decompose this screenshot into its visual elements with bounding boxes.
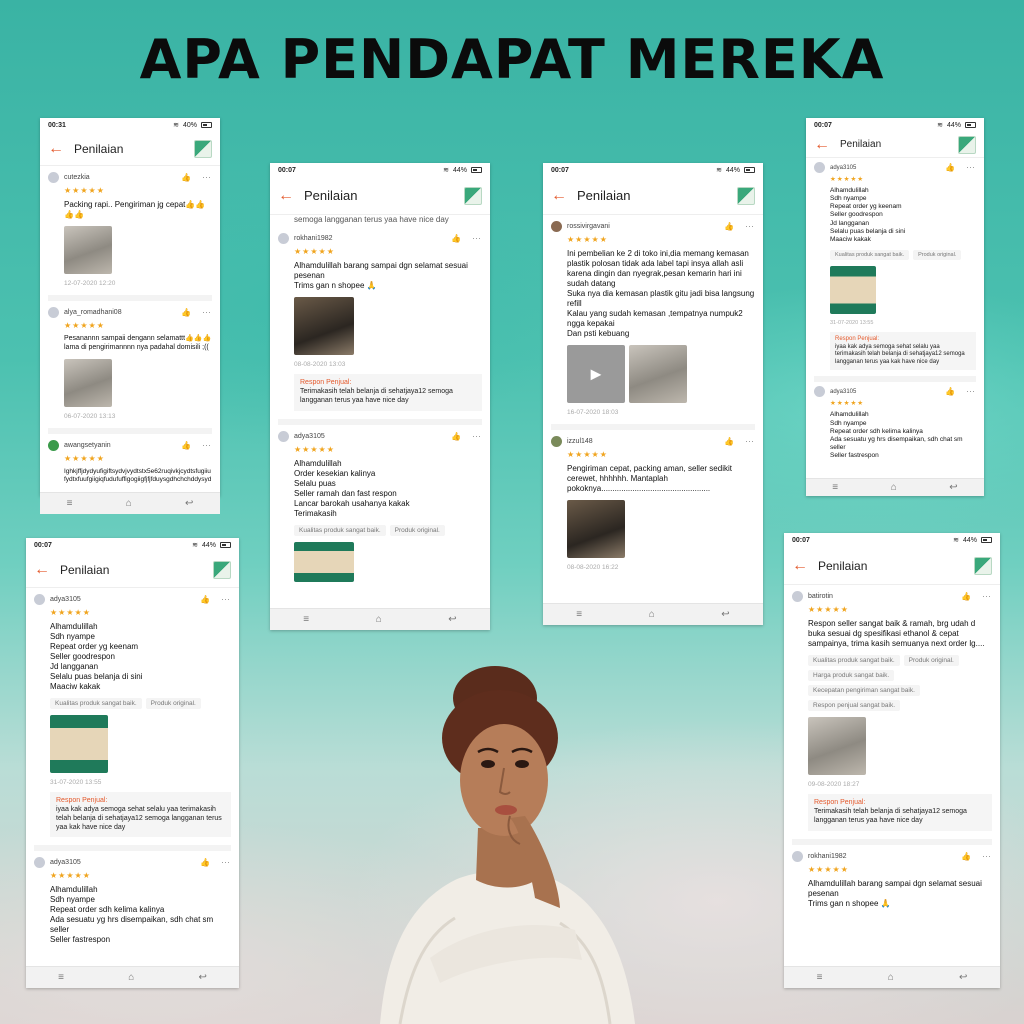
page-title: Penilaian [840,139,882,150]
page-title: Penilaian [60,562,110,577]
back-nav-icon[interactable]: ↩ [721,609,730,620]
review-tags [830,250,976,260]
review-text: Alhamdulillah Sdh nyampe Repeat order yg keenam Seller goodrespon Jd langganan Selalu puas belanja di sini Maaciw kakak [50,622,143,691]
back-arrow-icon[interactable]: ← [34,560,50,578]
wifi-icon: ≋ [192,542,198,549]
more-options-icon[interactable]: ⋯ [745,221,755,231]
review-date: 08-08-2020 16:22 [567,564,619,571]
app-header [40,132,220,166]
status-time: 00:07 [814,121,832,129]
review-photo[interactable] [50,715,108,773]
review-tag: Produk original. [913,250,961,260]
back-nav-icon[interactable]: ↩ [448,614,457,625]
product-thumbnail[interactable] [958,136,976,154]
reviewer-name: rokhani1982 [294,235,333,242]
reviewer-name: adya3105 [830,164,857,171]
review-item [551,215,755,430]
like-icon[interactable]: 👍 [961,592,971,601]
status-bar [784,533,1000,547]
seller-reply-text: Terimakasih telah belanja di sehatjaya12 semoga langganan terus yaa have nice day [814,808,967,824]
page-title: Penilaian [304,188,358,203]
app-header [784,547,1000,585]
avatar [48,307,59,318]
more-options-icon[interactable]: ⋯ [472,233,482,243]
app-header [543,177,763,215]
product-thumbnail[interactable] [974,557,992,575]
menu-icon[interactable]: ≡ [66,497,73,509]
review-date: 31-07-2020 13:55 [50,779,102,786]
system-nav-bar [270,608,490,630]
system-nav-bar [806,478,984,496]
back-nav-icon[interactable]: ↩ [198,972,207,983]
like-icon[interactable]: 👍 [181,308,191,317]
reviewer-name: adya3105 [50,859,81,867]
review-tag: Kualitas produk sangat baik. [50,698,142,709]
review-tag: Kualitas produk sangat baik. [294,525,386,536]
review-date: 09-08-2020 18:27 [808,781,860,788]
home-icon[interactable]: ⌂ [890,482,897,493]
review-screenshot-3 [543,163,763,625]
more-options-icon[interactable]: ⋯ [202,172,212,182]
review-date: 12-07-2020 12:20 [64,280,116,287]
review-photo[interactable] [294,297,354,355]
review-photo[interactable] [567,500,625,558]
status-bar [40,118,220,132]
review-item [814,382,976,464]
battery-level: 44% [946,121,961,129]
battery-icon [965,122,976,128]
review-photo[interactable] [808,717,866,775]
review-text: Alhamdulillah Sdh nyampe Repeat order yg keenam Seller goodrespon Jd langganan Selalu puas belanja di sini Maaciw kakak [830,187,906,243]
review-tag: Kualitas produk sangat baik. [808,655,900,666]
review-item [278,227,482,425]
seller-reply [830,332,976,371]
back-nav-icon[interactable]: ↩ [958,972,968,983]
review-item [48,434,212,492]
like-icon[interactable]: 👍 [200,858,210,868]
reviewer-name: awangsetyanin [64,441,111,449]
review-video[interactable] [567,345,625,403]
battery-level: 44% [201,541,216,549]
more-options-icon[interactable]: ⋯ [221,594,231,604]
menu-icon[interactable]: ≡ [816,972,823,983]
like-icon[interactable]: 👍 [181,440,191,450]
review-item [48,166,212,301]
star-rating: ★★★★★ [567,450,608,459]
review-item [34,588,231,851]
menu-icon[interactable]: ≡ [576,609,583,620]
like-icon[interactable]: 👍 [945,163,955,172]
star-rating: ★★★★★ [830,400,865,408]
review-item [792,585,992,845]
seller-reply-label: Respon Penjual: [814,799,866,806]
home-icon[interactable]: ⌂ [887,972,894,983]
review-tag: Produk original. [390,525,445,536]
review-item [48,301,212,434]
review-text: Ini pembelian ke 2 di toko ini,dia memang kemasan plastik polosan tidak ada label tapi insya allah asli karena dingin dan nyegrak,pesan kemarin hari ini sudah datang Suka nya dia kemasan plastik gitu jadi bisa langsung refill Kalau yang sudah kemasan ,tempatnya numpuk2 ngga kepakai Dan psti kebuang [567,249,755,338]
star-rating: ★★★★★ [830,176,865,183]
avatar [48,440,59,451]
star-rating: ★★★★★ [50,608,91,617]
star-rating: ★★★★★ [64,186,105,195]
product-thumbnail[interactable] [194,140,212,158]
like-icon[interactable]: 👍 [961,851,971,861]
wifi-icon: ≋ [716,167,722,174]
status-time: 00:07 [792,536,810,544]
lips [495,805,517,815]
review-tag: Harga produk sangat baik. [808,670,894,681]
product-thumbnail[interactable] [464,187,482,205]
back-arrow-icon[interactable]: ← [814,135,830,153]
star-rating: ★★★★★ [50,871,91,881]
star-rating: ★★★★★ [64,453,105,463]
avatar [34,857,45,868]
status-time: 00:07 [278,166,296,174]
status-bar [26,538,239,552]
review-text: Ighkjffjdydyufigiftsydvjvydtstx5e62ruqivkjcydtsfugiiufydtxfuufgiigiqfudufuffigogiigfjfjfduysgdhchchddysyd [64,467,212,483]
seller-reply-label: Respon Penjual: [56,797,108,804]
review-tag: Kecepatan pengiriman sangat baik. [808,685,920,696]
review-item [34,851,231,953]
review-date: 06-07-2020 13:13 [64,412,116,420]
review-photo[interactable] [64,226,112,274]
status-time: 00:07 [34,541,52,549]
star-rating: ★★★★★ [294,444,335,454]
seller-reply-label: Respon Penjual: [300,379,352,386]
review-photo[interactable] [629,345,687,403]
status-time: 00:07 [551,166,569,174]
seller-reply [294,374,482,411]
avatar [814,386,825,397]
review-text: Packing rapi.. Pengiriman jg cepat👍👍👍👍 [64,200,206,219]
wifi-icon: ≋ [953,537,959,544]
thinking-woman-illustration [360,668,650,1024]
like-icon[interactable]: 👍 [945,387,955,397]
status-bar [270,163,490,177]
review-text: Alhamdulillah barang sampai dgn selamat sesuai pesenan Trims gan n shopee 🙏 [808,878,982,908]
seller-reply-text: iyaa kak adya semoga sehat selalu yaa terimakasih telah belanja di sehatjaya12 semoga langganan terus yaa kak have nice day [835,343,965,365]
page-title: Penilaian [577,188,631,203]
review-screenshot-5 [26,538,239,988]
reviewer-name: alya_romadhani08 [64,309,122,316]
more-options-icon[interactable]: ⋯ [221,857,231,868]
app-header [26,552,239,588]
status-bar [543,163,763,177]
system-nav-bar [40,492,220,514]
home-icon[interactable]: ⌂ [125,497,132,509]
like-icon[interactable]: 👍 [200,595,210,604]
reviewer-name: adya3105 [50,596,81,603]
system-nav-bar [784,966,1000,988]
review-tag: Kualitas produk sangat baik. [830,250,909,260]
review-tags [50,698,231,709]
review-tag: Produk original. [904,655,959,666]
battery-icon [471,167,482,173]
reviewer-name: adya3105 [830,388,857,395]
product-thumbnail[interactable] [737,187,755,205]
avatar [792,851,803,862]
avatar [814,162,825,173]
back-nav-icon[interactable]: ↩ [184,497,194,509]
star-rating: ★★★★★ [64,321,105,330]
more-options-icon[interactable]: ⋯ [472,430,482,441]
reviewer-name: rokhani1982 [808,852,847,860]
battery-icon [201,122,212,128]
review-text: Alhamdulillah barang sampai dgn selamat sesuai pesenan Trims gan n shopee 🙏 [294,261,468,290]
star-rating: ★★★★★ [294,247,335,256]
review-screenshot-6 [784,533,1000,988]
review-item [792,845,992,917]
more-options-icon[interactable]: ⋯ [966,162,976,172]
battery-level: 44% [452,166,467,174]
avatar [551,436,562,447]
review-photo[interactable] [294,542,354,582]
menu-icon[interactable]: ≡ [303,614,310,625]
status-bar [806,118,984,132]
reviewer-name: batirotin [808,593,833,600]
more-options-icon[interactable]: ⋯ [982,850,992,861]
headline: APA PENDAPAT MEREKA [139,28,885,91]
page-title: Penilaian [74,141,124,156]
more-options-icon[interactable]: ⋯ [982,591,992,601]
menu-icon[interactable]: ≡ [832,482,839,493]
review-fragment: semoga langganan terus yaa have nice day [294,215,449,224]
battery-icon [981,537,992,543]
reviewer-name: cutezkia [64,174,90,181]
seller-reply-label: Respon Penjual: [835,335,880,342]
avatar [551,221,562,232]
review-photo[interactable] [830,266,876,314]
review-tags [294,525,482,536]
battery-level: 44% [725,166,740,174]
seller-reply [50,792,231,837]
app-header [806,132,984,158]
battery-level: 44% [962,536,977,544]
battery-level: 40% [182,121,197,129]
wifi-icon: ≋ [173,122,179,129]
like-icon[interactable]: 👍 [451,234,461,243]
reviewer-name: adya3105 [294,432,325,440]
review-date: 08-08-2020 13:03 [294,361,346,368]
home-icon[interactable]: ⌂ [648,609,655,620]
like-icon[interactable]: 👍 [451,431,461,441]
review-tags [808,655,992,711]
more-options-icon[interactable]: ⋯ [966,386,976,397]
back-nav-icon[interactable]: ↩ [949,482,958,493]
back-arrow-icon[interactable]: ← [278,186,294,204]
review-screenshot-2 [270,163,490,630]
seller-reply-text: Terimakasih telah belanja di sehatjaya12 semoga langganan terus yaa have nice day [300,388,453,404]
review-text: Alhamdulillah Sdh nyampe Repeat order sdh kelima kalinya Ada sesuatu yg hrs disempaikan, sdh chat sm seller Seller fastrespon [830,411,963,459]
star-rating: ★★★★★ [808,605,849,614]
seller-reply [808,794,992,831]
wifi-icon: ≋ [443,167,449,174]
avatar [278,431,289,442]
battery-icon [220,542,231,548]
avatar [34,594,45,605]
back-arrow-icon[interactable]: ← [551,186,567,204]
home-icon[interactable]: ⌂ [128,972,135,983]
more-options-icon[interactable]: ⋯ [202,439,212,450]
star-rating: ★★★★★ [808,864,849,874]
avatar [278,233,289,244]
product-thumbnail[interactable] [213,561,231,579]
seller-reply-text: iyaa kak adya semoga sehat selalu yaa terimakasih telah belanja di sehatjaya12 semoga langganan terus yaa kak have nice day [56,806,222,831]
home-icon[interactable]: ⌂ [375,614,382,625]
review-screenshot-1 [40,118,220,509]
like-icon[interactable]: 👍 [181,173,191,182]
wifi-icon: ≋ [937,122,943,129]
more-options-icon[interactable]: ⋯ [745,436,755,446]
reviewer-name: izzul148 [567,438,593,445]
back-arrow-icon[interactable]: ← [792,556,808,574]
like-icon[interactable]: 👍 [724,437,734,446]
review-tag: Respon penjual sangat baik. [808,700,900,711]
menu-icon[interactable]: ≡ [58,972,64,983]
avatar [48,172,59,183]
review-screenshot-4 [806,118,984,496]
back-arrow-icon[interactable]: ← [48,139,64,157]
system-nav-bar [26,966,239,988]
review-item [814,158,976,382]
review-item [278,425,482,590]
review-item [551,430,755,579]
review-text: Pengiriman cepat, packing aman, seller sedikit cerewet, hhhhhh. Mantaplah pokoknya................................................. [567,464,732,493]
face [460,724,548,836]
avatar [792,591,803,602]
battery-icon [744,167,755,173]
review-photo[interactable] [64,359,112,407]
review-tag: Produk original. [146,698,201,709]
reviewer-name: rossivirgavani [567,223,610,230]
review-date: 16-07-2020 18:03 [567,409,619,416]
play-icon[interactable]: ▶ [590,365,602,382]
review-text: Pesanannn sampaii dengann selamattt👍👍👍 lama di pengirimannnn nya padahal domisili ;(( [64,335,212,351]
more-options-icon[interactable]: ⋯ [202,307,212,317]
review-date: 31-07-2020 13:55 [830,319,874,326]
star-rating: ★★★★★ [567,235,608,244]
review-text: Alhamdulillah Sdh nyampe Repeat order sdh kelima kalinya Ada sesuatu yg hrs disempaikan, sdh chat sm seller Seller fastrespon [50,885,214,945]
review-text: Alhamdulillah Order kesekian kalinya Selalu puas Seller ramah dan fast respon Lancar barokah usahanya kakak Terimakasih [294,458,410,518]
like-icon[interactable]: 👍 [724,222,734,231]
system-nav-bar [543,603,763,625]
status-time: 00:31 [48,121,66,129]
app-header [270,177,490,215]
review-text: Respon seller sangat baik & ramah, brg udah d buka sesuai dg spesifikasi ethanol & cepat sampainya, trima kasih semuanya next order lg.... [808,619,985,648]
page-title: Penilaian [818,558,868,573]
